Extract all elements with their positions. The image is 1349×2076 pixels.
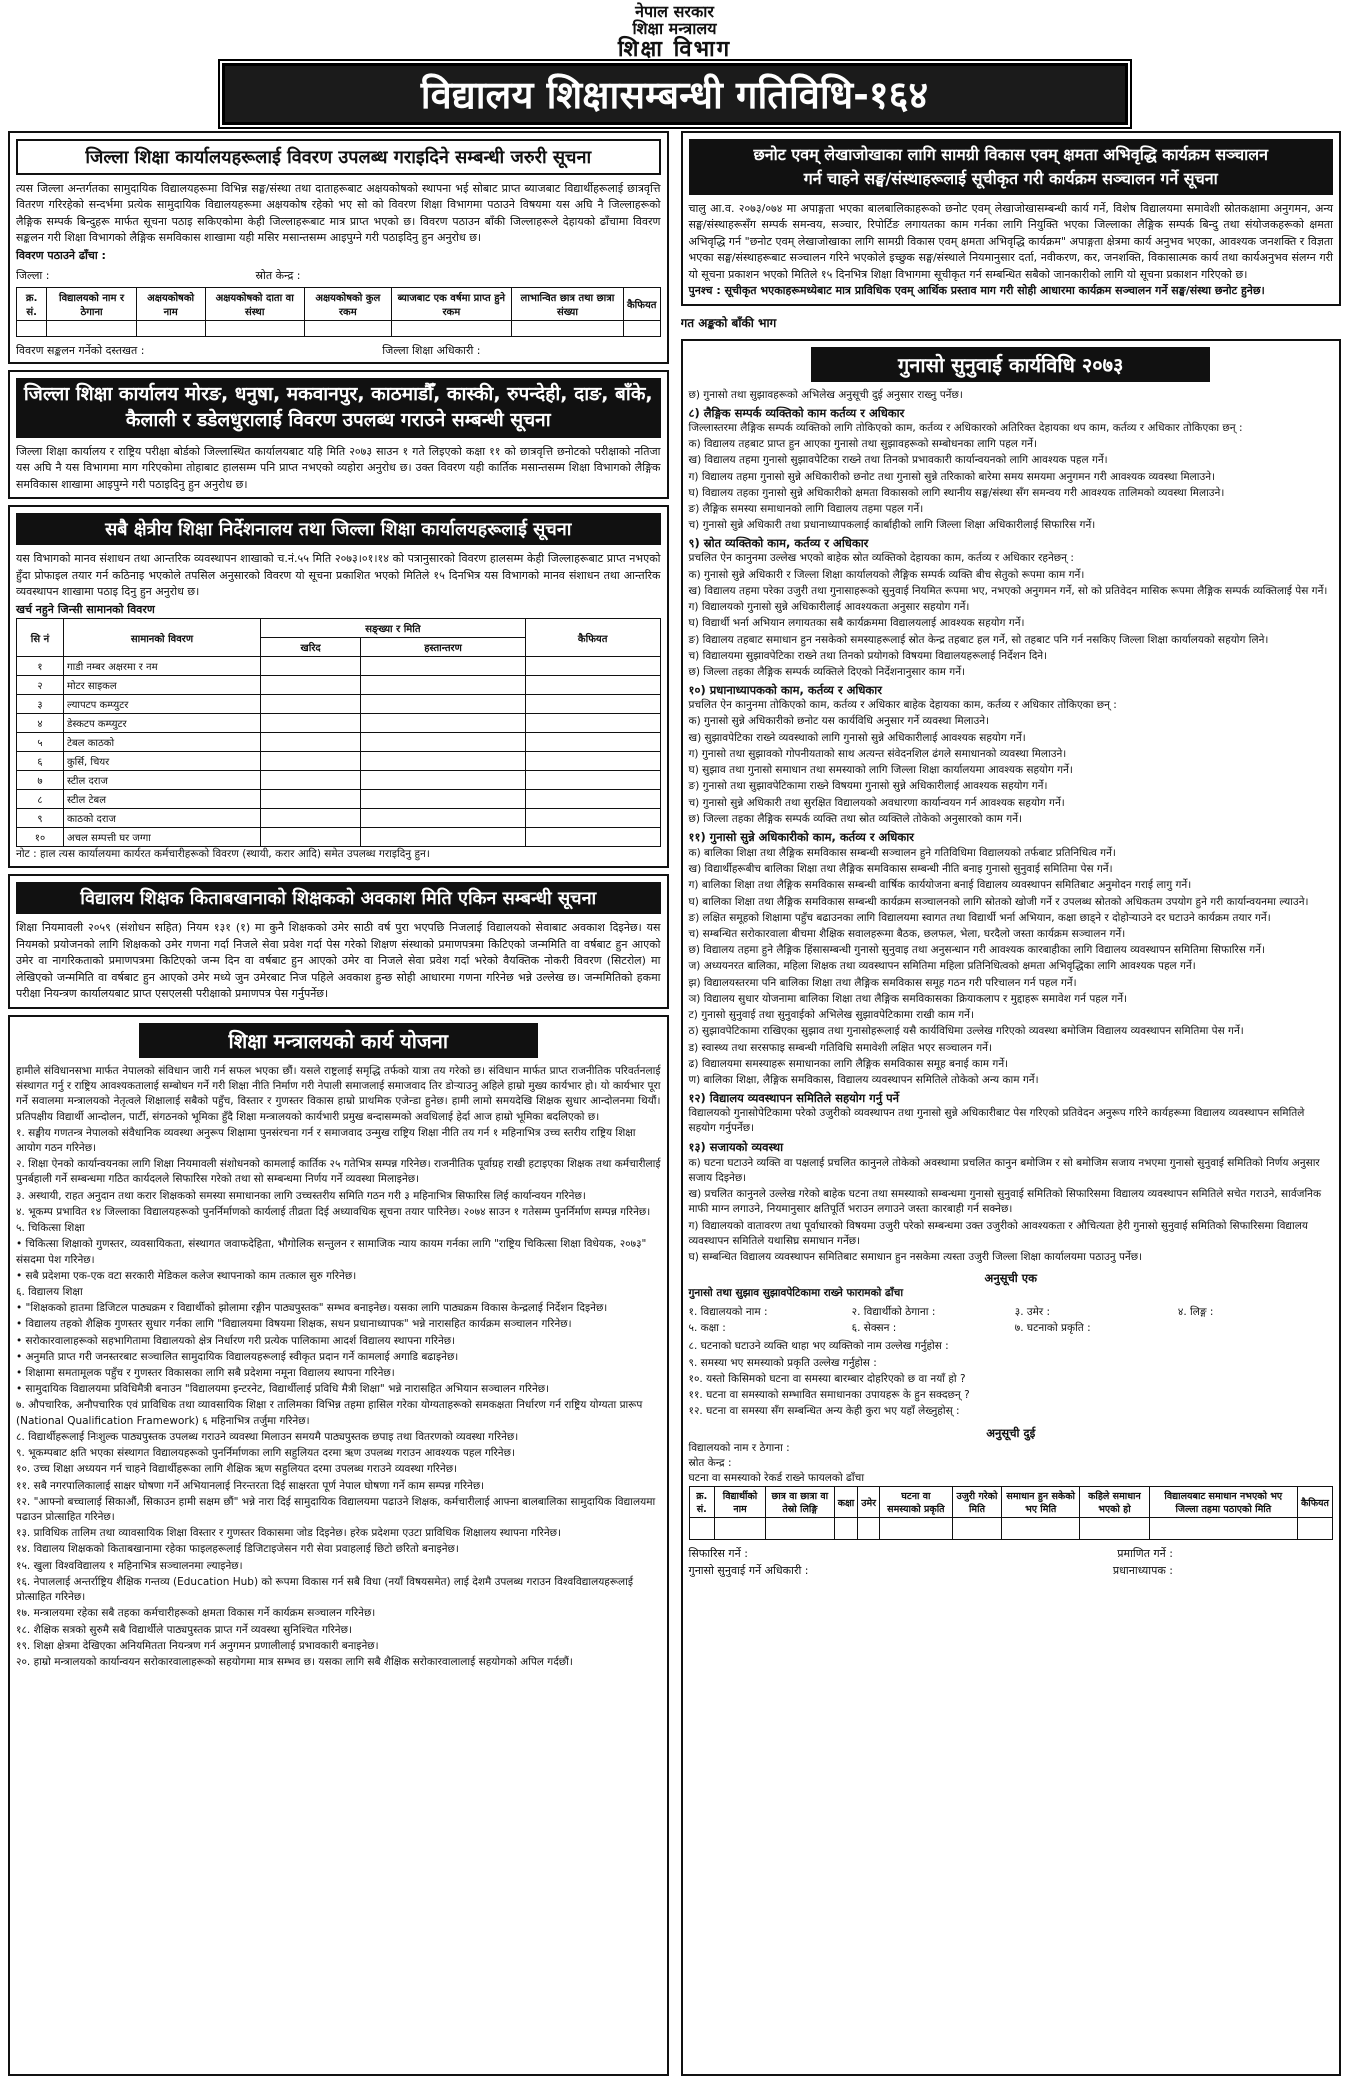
annex-1-field: १. विद्यालयको नाम :	[688, 1306, 768, 1319]
list-item: ११. सबै नगरपालिकालाई साक्षर घोषणा गर्ने अभियानलाई निरन्तरता दिई साक्षरता पूर्ण नेपाल घोषणा गर्ने काम सम्पन्न गरिनेछ।	[16, 1479, 485, 1492]
list-item: च) सम्बन्धित सरोकारवाला बीचमा शैक्षिक सवालहरूमा बैठक, छलफल, भेला, घरदैलो जस्ता कार्यक्रम सञ्चालन गर्ने।	[688, 928, 1126, 941]
inventory-subtitle: खर्च नहुने जिन्सी सामानको विवरण	[16, 602, 155, 616]
left-column	[8, 131, 669, 2076]
list-item: छ) विद्यालय तहमा हुने लैङ्गिक हिंसासम्बन्धी गुनासो सुनुवाइ तथा अनुसन्धान गरी आवश्यक कारबाहीका लागि विद्यालय व्यवस्थापन समितिमा सिफारिस गर्ने।	[688, 944, 1265, 957]
cell-no: ९	[17, 809, 64, 828]
notice-screening-title-line2: गर्न चाहने सङ्घ/संस्थाहरूलाई सूचीकृत गरी कार्यक्रम सञ्चालन गर्ने सूचना	[803, 168, 1218, 188]
annex-1-field: ४. लिङ्ग :	[1177, 1306, 1214, 1319]
recommender-label: सिफारिस गर्ने :	[688, 1547, 748, 1561]
table-row	[17, 790, 661, 809]
list-item: ९. समस्या भए समस्याको प्रकृति उल्लेख गर्नुहोस :	[688, 1356, 877, 1369]
form-title: विवरण पठाउने ढाँचा :	[16, 248, 106, 262]
list-item: ग) विद्यालय तहमा गुनासो सुन्ने अधिकारीको छनोट तथा गुनासो सुन्ने तरिकाको बारेमा समय समयमा अनुगमन गरी आवश्यक व्यवस्था मिलाउने।	[688, 470, 1216, 483]
list-item: क) गुनासो सुन्ने अधिकारीको छनोट यस कार्यविधि अनुसार गर्ने व्यवस्था मिलाउने।	[688, 715, 990, 728]
section-13-list	[689, 1156, 1334, 1266]
grievance-title: गुनासो सुनुवाई कार्यविधि २०७३	[811, 347, 1210, 382]
list-item: ख) विद्यालय तहमा परेका उजुरी तथा गुनासाहरूको सुनुवाई नियमित रूपमा भए, नभएको अनुगमन गर्ने, सो को प्रतिवेदन मासिक रूपमा लैङ्गिक सम्पर्क व्यक्तिलाई पेस गर्ने।	[688, 584, 1328, 597]
col-header: विद्यार्थीको नाम	[715, 1487, 766, 1518]
notice-retirement-body: शिक्षा नियमावली २०५९ (संशोधन सहित) नियम १३१ (१) मा कुनै शिक्षकको उमेर साठी वर्ष पुरा भएपछि निजलाई विद्यालयको सेवाबाट अवकाश दिइनेछ। यस नियमको प्रयोजनको लागि शिक्षकको उमेर गणना गर्दा निजले सेवा प्रवेश गर्दा पेस गरेको शिक्षण संस्थाको प्रमाणपत्रमा किटिएको जन्ममिति वा वर्षबाट हुन आएको उमेर वा नागरिकताको प्रमाणपत्रमा किटिएको जन्म दिन वा वर्षबाट हुन आएको उमेर वा निजले सेवा प्रवेश गर्दा भरेको वैयक्तिक नोकरी विवरण (सिटरोल) मा लेखिएको जन्ममिति वा वर्षबाट हुन आएको उमेर मध्ये जुन उमेरबाट निज पहिले अवकाश हुन्छ सोही आधारमा गणना गरिनेछ भन्ने उल्लेख छ। जन्ममितिको हकमा परीक्षा नियन्त्रण कार्यालयबाट प्राप्त एसएलसी परीक्षाको प्रमाणपत्र पेस गर्नुपर्नेछ।	[16, 921, 661, 1001]
grievance-intro: छ) गुनासो तथा सुझावहरूको अभिलेख अनुसूची दुई अनुसार राख्नु पर्नेछ।	[688, 388, 963, 401]
col-header: अक्षयकोषको दाता वा संस्था	[205, 288, 304, 321]
resource-center-label: स्रोत केन्द्र :	[255, 269, 301, 283]
cell-item: मोटर साइकल	[64, 676, 261, 695]
masthead-line-government: नेपाल सरकार	[635, 2, 714, 21]
masthead-line-ministry: शिक्षा मन्त्रालय	[632, 18, 717, 38]
list-item: ङ) लैङ्गिक समस्या समाधानको लागि विद्यालय तहमा पहल गर्ने।	[688, 503, 924, 515]
list-item: ग) विद्यालयको गुनासो सुन्ने अधिकारीलाई आवश्यकता अनुसार सहयोग गर्ने।	[688, 601, 970, 614]
list-item: ८. विद्यार्थीहरूलाई निःशुल्क पाठ्यपुस्तक उपलब्ध गराउने व्यवस्था मिलाउन समयमै पाठ्यपुस्तक छपाइ तथा वितरणको व्यवस्था गरिनेछ।	[16, 1430, 519, 1443]
list-item: १०. यस्तो किसिमको घटना वा समस्या बारम्बार दोहरिएको छ वा नयाँ हो ?	[688, 1372, 966, 1385]
list-item: १५. खुला विश्वविद्यालय १ महिनाभित्र सञ्चालनमा ल्याइनेछ।	[16, 1559, 243, 1572]
annex-1-title: अनुसूची एक	[984, 1271, 1037, 1286]
form-district-row	[16, 268, 661, 283]
notice-screening-title-line1: छनोट एवम् लेखाजोखाका लागि सामग्री विकास एवम् क्षमता अभिवृद्धि कार्यक्रम सञ्चालन	[753, 144, 1268, 164]
table-row	[17, 714, 661, 733]
annex-1-field: २. विद्यार्थीको ठेगाना :	[851, 1306, 936, 1319]
notice-inventory	[8, 505, 669, 868]
list-item: घ) बालिका शिक्षा तथा लैङ्गिक समविकास सम्बन्धी कार्यक्रम सञ्चालनको लागि स्रोतको खोजी गर्ने र उपलब्ध स्रोतको अधिकतम उपयोग हुने गरी कार्यान्वयनमा ल्याउने।	[688, 895, 1309, 908]
section-10-heading: १०) प्रधानाध्यापकको काम, कर्तव्य र अधिकार	[688, 683, 882, 698]
table-row	[689, 1518, 1333, 1540]
notice-screening-program	[681, 131, 1342, 306]
list-item: ङ) विद्यालय तहबाट समाधान हुन नसकेको समस्याहरूलाई स्रोत केन्द्र तहबाट हल गर्ने, सो तहबाट पनि गर्न नसकिए जिल्ला शिक्षा कार्यालयको सहयोग लिने।	[688, 633, 1269, 646]
cell-no: ५	[17, 733, 64, 752]
list-item: ख) प्रचलित कानुनले उल्लेख गरेको बाहेक घटना तथा समस्याको सम्बन्धमा गुनासो सुनुवाई समितिको सिफारिसमा विद्यालय व्यवस्थापन समितिले सचेत गराउने, सार्वजनिक माफी माग्न लगाउने, नियमानुसार क्षतिपूर्ति भराउन लगाउने जस्ता कारबाही गर्न सक्नेछ।	[688, 1188, 1322, 1216]
annex-2-resource-label: स्रोत केन्द्र :	[688, 1456, 732, 1469]
certifier-label: प्रमाणित गर्ने :	[1117, 1547, 1173, 1561]
list-item: ११. घटना वा समस्याको सम्भावित समाधानका उपायहरू के हुन सक्दछन् ?	[688, 1389, 970, 1402]
col-header: लाभान्वित छात्र तथा छात्रा संख्या	[511, 288, 623, 321]
headteacher-label: प्रधानाध्यापक :	[1112, 1564, 1173, 1578]
inventory-table	[16, 618, 661, 847]
cell-item: डेस्कटप कम्प्युटर	[64, 714, 261, 733]
masthead-line-department: शिक्षा विभाग	[617, 36, 732, 62]
continued-label: गत अङ्कको बाँकी भाग	[680, 315, 777, 330]
section-11-list	[689, 846, 1334, 1088]
endowment-table	[16, 287, 661, 337]
notice-retirement	[8, 874, 669, 1009]
annex-2-officer-row	[689, 1563, 1334, 1578]
col-header: कैफियत	[623, 288, 660, 321]
col-header: उजुरी गरेको मिति	[952, 1487, 1002, 1518]
list-item: २०. हाम्रो मन्त्रालयको कार्यान्वयन सरोकारवालाहरूको सहयोगमा मात्र सम्भव छ। यसका लागि सबै शैक्षिक सरोकारवालालाई सहयोगको अपिल गर्दछौं।	[16, 1655, 573, 1668]
list-item: • सामुदायिक विद्यालयमा प्रविधिमैत्री बनाउन "विद्यालयमा इन्टरनेट, विद्यार्थीलाई प्रविधि मैत्री शिक्षा" भन्ने नारासहित अभियान सञ्चालन गरिनेछ।	[16, 1383, 550, 1396]
list-item: छ) जिल्ला तहका लैङ्गिक सम्पर्क व्यक्तिले दिएको निर्देशनानुसार काम गर्ने।	[688, 665, 965, 678]
collector-signature-label: विवरण सङ्कलन गर्नेको दस्तखत :	[16, 344, 145, 358]
signature-row	[16, 343, 661, 358]
cell-item: कुर्सि, चियर	[64, 752, 261, 771]
table-row	[17, 809, 661, 828]
district-label: जिल्ला :	[16, 269, 50, 283]
district-officer-label: जिल्ला शिक्षा अधिकारी :	[382, 344, 481, 358]
section-9-intro: प्रचलित ऐन कानुनमा उल्लेख भएको बाहेक स्रोत व्यक्तिको देहायका काम, कर्तव्य र अधिकार रहनेछन् :	[688, 552, 1074, 565]
inventory-note: नोट : हाल त्यस कार्यालयमा कार्यरत कर्मचारीहरूको विवरण (स्थायी, करार आदि) समेत उपलब्ध गराइदिनु हुन।	[16, 848, 430, 861]
annex-1-list	[689, 1339, 1334, 1419]
col-header: विद्यालयबाट समाधान नभएको भए जिल्ला तहमा पठाएको मिति	[1149, 1487, 1297, 1518]
col-header: ब्याजबाट एक वर्षमा प्राप्त हुने रकम	[391, 288, 511, 321]
notice-screening-body: चालु आ.व. २०७३/०७४ मा अपाङ्गता भएका बालबालिकाहरूको छनोट एवम् लेखाजोखासम्बन्धी कार्य गर्ने, विशेष विद्यालयमा समावेशी स्रोतकक्षामा अनुगमन, अन्य सङ्घ/संस्थाहरूसँग सम्पर्क समन्वय, सञ्चार, रिपोर्टिङ लगायतका काम गर्नका लागि नियुक्ति भएका जिल्लाका लैङ्गिक सम्पर्क बिन्दु तथा संयोजकहरूको क्षमता अभिवृद्धि गर्न "छनोट एवम् लेखाजोखाका लागि सामग्री विकास एवम् क्षमता अभिवृद्धि कार्यक्रम" अपाङ्गता क्षेत्रमा कार्य अनुभव भएका, आवश्यक जनशक्ति र विज्ञता भएका सङ्घ/संस्थाहरूबाट सञ्चालन गरिने भएकोले इच्छुक सङ्घ/संस्थाले नियमानुसार दर्ता, नवीकरण, कर, जनशक्ति, विकासात्मक कार्य तथा कार्यअनुभव संलग्न गरी यो सूचना प्रकाशन भएको मितिले १५ दिनभित्र शिक्षा विभागमा सूचीकृत गर्न सम्बन्धित सबैको जानकारीको लागि यो सूचना प्रकाशन गरिएको छ।	[688, 201, 1333, 281]
annex-2-signature-row	[689, 1546, 1334, 1561]
list-item: ४. भूकम्प प्रभावित १४ जिल्लाका विद्यालयहरूको पुनर्निर्माणको कार्यलाई तीव्रता दिई अध्यावधिक सूचना तयार पारिनेछ। २०७४ साउन १ गतेसम्म पुनर्निर्माण सम्पन्न गरिनेछ।	[16, 1205, 651, 1218]
list-item: ख) विद्यार्थीहरूबीच बालिका शिक्षा तथा लैङ्गिक समविकास सम्बन्धी नीति बनाइ गुनासो सुनुवाई समितिमा पेस गर्ने।	[688, 863, 1113, 876]
list-item: • शिक्षामा समतामूलक पहुँच र गुणस्तर विकासका लागि सबै प्रदेशमा नमूना विद्यालय स्थापना गरिनेछ।	[16, 1367, 395, 1380]
action-plan-list	[16, 1126, 661, 1670]
col-header: कैफियत	[1297, 1487, 1332, 1518]
section-8-heading: ८) लैङ्गिक सम्पर्क व्यक्तिको काम कर्तव्य र अधिकार	[688, 405, 905, 420]
list-item: १७. मन्त्रालयमा रहेका सबै तहका कर्मचारीहरूको क्षमता विकास गर्ने कार्यक्रम सञ्चालन गरिनेछ।	[16, 1607, 376, 1620]
annex-2-table	[689, 1486, 1334, 1540]
annex-2-school-label: विद्यालयको नाम र ठेगाना :	[688, 1441, 790, 1454]
columns	[8, 131, 1341, 2076]
annex-2-title: अनुसूची दुई	[986, 1425, 1036, 1440]
table-row	[17, 321, 661, 337]
list-item: ङ) गुनासो तथा सुझावपेटिकामा राख्ने विषयमा गुनासो सुन्ने अधिकारीलाई आवश्यक सहयोग गर्ने।	[688, 780, 1048, 793]
notice-scholarship-results	[8, 370, 669, 499]
annex-1-fields	[689, 1305, 1334, 1335]
list-item: च) विद्यालयमा सुझावपेटिका राख्ने तथा तिनको प्रयोगको विषयमा विद्यालयहरूलाई निर्देशन दिने।	[688, 649, 1048, 662]
col-subheader: खरिद	[261, 638, 361, 657]
list-item: १४. विद्यालय शिक्षकको किताबखानामा रहेका फाइलहरूलाई डिजिटाइजेसन गरी सेवा प्रवाहलाई छिटो छरितो बनाइनेछ।	[16, 1543, 459, 1556]
section-13-heading: १३) सजायको व्यवस्था	[688, 1139, 784, 1154]
list-item: १. सङ्घीय गणतन्त्र नेपालको संवैधानिक व्यवस्था अनुरूप शिक्षामा पुनसंरचना गर्न र समाजवाद उन्मुख राष्ट्रिय शिक्षा नीति तय गर्न १ महिनाभित्र उच्च स्तरीय राष्ट्रिय शिक्षा आयोग गठन गरिनेछ।	[16, 1126, 636, 1154]
list-item: छ) जिल्ला तहका लैङ्गिक सम्पर्क व्यक्ति तथा स्रोत व्यक्तिले तोकेको अनुसारको काम गर्ने।	[688, 812, 1023, 825]
list-item: ग) गुनासो तथा सुझावको गोपनीयताको साथ अत्यन्त संवेदनशिल ढंगले समाधानको व्यवस्था मिलाउने।	[688, 747, 1067, 760]
col-header: घटना वा समस्याको प्रकृति	[880, 1487, 953, 1518]
section-10-intro: प्रचलित ऐन कानुनमा तोकिएको काम, कर्तव्य र अधिकार बाहेक देहायका काम, कर्तव्य र अधिकार तोकिएका छन् :	[688, 699, 1117, 712]
list-item: ६. विद्यालय शिक्षा	[16, 1285, 83, 1298]
list-item: ढ) विद्यालयमा समस्याहरू समाधानका लागि लैङ्गिक समविकास समूह बनाई काम गर्ने।	[688, 1057, 1009, 1070]
col-header: कक्षा	[834, 1487, 858, 1518]
list-item: ण) बालिका शिक्षा, लैङ्गिक समविकास, विद्यालय व्यवस्थापन समितिले तोकेको अन्य काम गर्ने।	[688, 1074, 1039, 1086]
list-item: क) बालिका शिक्षा तथा लैङ्गिक समविकास सम्बन्धी सञ्चालन हुने गतिविधिमा विद्यालयको तर्फबाट प्रतिनिधित्व गर्ने।	[688, 846, 1116, 859]
list-item: ग) विद्यालयको वातावरण तथा पूर्वाधारको विषयमा उजुरी परेको सम्बन्धमा उक्त उजुरीको आवश्यकता र औचित्यता हेरी गुनासो सुनुवाई समितिको सिफारिसमा विद्यालय व्यवस्थापन समितिले यथासिघ्र समाधान गर्नेछ।	[688, 1219, 1308, 1247]
annex-2-table-header	[689, 1487, 1333, 1518]
col-header: उमेर	[858, 1487, 880, 1518]
list-item: ञ) विद्यालय सुधार योजनामा बालिका शिक्षा तथा लैङ्गिक समविकासका क्रियाकलाप र मुद्दाहरू समावेश गर्न पहल गर्ने।	[688, 992, 1128, 1005]
col-header: विद्यालयको नाम र ठेगाना	[47, 288, 137, 321]
action-plan-intro: हामीले संविधानसभा मार्फत नेपालको संविधान जारी गर्न सफल भएका छौं। यसले राष्ट्रलाई समृद्धि तर्फको यात्रा तय गरेको छ। संविधान मार्फत प्राप्त राजनीतिक परिवर्तनलाई संस्थागत गर्नु र राष्ट्रिय आवश्यकतालाई सम्बोधन गर्ने गरी शिक्षा नीति निर्माण गरी नेपाली समाजलाई समाजवाद तिर डोऱ्याउनु अहिले हाम्रो मुख्य कार्यभार हो। यो कार्यभार पूरा गर्ने सवालमा मन्त्रालयको नेतृत्वले शिक्षालाई सबैको पहुँच, विस्तार र गुणस्तर विकास हाम्रो प्राथमिक एजेन्डा हुनेछ। हामी लामो समयदेखि शिक्षक सुधार आन्दोलनमा थियौं। प्रतिपक्षीय विद्यार्थी आन्दोलन, पार्टी, संगठनको भूमिका हुँदै शिक्षा मन्त्रालयको कार्यभारी प्रमुख बन्दासम्मको अवधिलाई हेर्दा आज हाम्रो भूमिका बदलिएको छ।	[16, 1064, 661, 1123]
col-header: सि नं	[17, 619, 64, 657]
section-12-body: विद्यालयको गुनासोपेटिकामा परेको उजुरीको व्यवस्थापन तथा गुनासो सुन्ने अधिकारीबाट पेस गरिएको प्रतिवेदन अनुरूप गरिने कार्यहरूमा विद्यालय व्यवस्थापन समितिले सहयोग गर्नुपर्नेछ।	[688, 1107, 1305, 1135]
list-item: १२. "आफ्नो बच्चालाई सिकाऔं, सिकाउन हामी सक्षम छौं" भन्ने नारा दिई सामुदायिक विद्यालयमा पढाउने शिक्षक, कर्मचारीलाई आफ्ना बालबालिका सामुदायिक विद्यालयमा पढाउन प्रोत्साहित गरिनेछ।	[16, 1495, 656, 1523]
list-item: १९. शिक्षा क्षेत्रमा देखिएका अनियमितता नियन्त्रण गर्न अनुगमन प्रणालीलाई प्रभावकारी बनाइनेछ।	[16, 1639, 379, 1652]
section-8-intro: जिल्लास्तरमा लैङ्गिक सम्पर्क व्यक्तिको लागि तोकिएको काम, कर्तव्य र अधिकारको अतिरिक्त देहायका थप काम, कर्तव्य र अधिकार तोकिएका छन् :	[688, 421, 1243, 434]
notice-action-plan	[8, 1015, 669, 2076]
table-row	[17, 695, 661, 714]
list-item: क) गुनासो सुन्ने अधिकारी र जिल्ला शिक्षा कार्यालयको लैङ्गिक सम्पर्क व्यक्ति बीच सेतुको रूपमा काम गर्ने।	[688, 568, 1085, 581]
col-header: छात्र वा छात्रा वा तेस्रो लिङ्गि	[766, 1487, 835, 1518]
page-title: विद्यालय शिक्षासम्बन्धी गतिविधि-१६४	[222, 63, 1128, 125]
inventory-table-header	[17, 619, 661, 638]
table-row	[17, 733, 661, 752]
list-item: • विद्यालय तहको शैक्षिक गुणस्तर सुधार गर्नका लागि "विद्यालयमा विषयमा शिक्षक, सधन प्रधानाध्यापक" भन्ने नारासहित कार्यक्रम सञ्चालन गरिनेछ।	[16, 1318, 572, 1331]
list-item: १०. उच्च शिक्षा अध्ययन गर्न चाहने विद्यार्थीहरूका लागि शैक्षिक ऋण सहुलियत दरमा उपलब्ध गराउने व्यवस्था गरिनेछ।	[16, 1463, 458, 1476]
cell-no: ८	[17, 790, 64, 809]
list-item: ज) अध्ययनरत बालिका, महिला शिक्षक तथा व्यवस्थापन समितिमा महिला प्रतिनिधित्वको क्षमता अभिवृद्धिका लागि आवश्यक पहल गर्ने।	[688, 960, 1196, 973]
col-header: अक्षयकोषको कुल रकम	[304, 288, 391, 321]
grievance-officer-label: गुनासो सुनुवाई गर्ने अधिकारी :	[688, 1564, 809, 1578]
masthead	[8, 4, 1341, 61]
list-item: ७. औपचारिक, अनौपचारिक एवं प्राविधिक तथा व्यावसायिक शिक्षा र तालिमका विभिन्न तहमा हासिल गरेका योग्यताहरूको समकक्षता निर्धारण गर्न राष्ट्रिय योग्यता प्रारूप (National Qualification Framework) ६ महिनाभित्र तर्जुमा गरिनेछ।	[16, 1399, 643, 1427]
notice-screening-title	[689, 139, 1334, 195]
notice-scholarship-title: जिल्ला शिक्षा कार्यालय मोरङ, धनुषा, मकवानपुर, काठमाडौँ, कास्की, रुपन्देही, दाङ, बाँके, कैलाली र डडेलधुरालाई विवरण उपलब्ध गराउने सम्बन्धी सूचना	[16, 378, 661, 437]
cell-no: ४	[17, 714, 64, 733]
notice-endowment-title: जिल्ला शिक्षा कार्यालयहरूलाई विवरण उपलब्ध गराइदिने सम्बन्धी जरुरी सूचना	[16, 139, 661, 175]
list-item: ट) गुनासो सुनुवाई तथा सुनुवाईको अभिलेख सुझावपेटिकामा राखी काम गर्ने।	[688, 1009, 974, 1022]
section-12-heading: १२) विद्यालय व्यवस्थापन समितिले सहयोग गर्नु पर्ने	[688, 1091, 900, 1106]
cell-no: १	[17, 657, 64, 676]
col-header: सङ्ख्या र मिति	[261, 619, 526, 638]
list-item: ख) सुझावपेटिका राख्ने व्यवस्थाको लागि गुनासो सुन्ने अधिकारीलाई आवश्यक सहयोग गर्ने।	[688, 731, 1026, 744]
col-header: क्र. सं.	[17, 288, 47, 321]
list-item: १६. नेपाललाई अन्तर्राष्ट्रिय शैक्षिक गन्तव्य (Education Hub) को रूपमा विकास गर्न सबै विधा (नयाँ विषयसमेत) लाई देशमै उपलब्ध गराउन विश्वविद्यालयहरूलाई प्रोत्साहित गरिनेछ।	[16, 1575, 634, 1604]
list-item: ग) बालिका शिक्षा तथा लैङ्गिक समविकास सम्बन्धी वार्षिक कार्ययोजना बनाई विद्यालय व्यवस्थापन समितिबाट अनुमोदन गराई लागु गर्ने।	[688, 879, 1192, 892]
cell-no: ७	[17, 771, 64, 790]
list-item: घ) विद्यालय तहका गुनासो सुन्ने अधिकारीको क्षमता विकासको लागि स्थानीय सङ्घ/संस्था सँग समन्वय गरी आवश्यक तालिमको व्यवस्था मिलाउने।	[688, 486, 1225, 499]
list-item: ठ) सुझावपेटिकामा राखिएका सुझाव तथा गुनासोहरूलाई यसै कार्यविधिमा उल्लेख गरिएको व्यवस्था बमोजिम विद्यालय व्यवस्थापन समितिमा पेस गर्ने।	[688, 1025, 1244, 1038]
right-column	[681, 131, 1342, 2076]
annex-2-subtitle: घटना वा समस्याको रेकर्ड राख्ने फायलको ढाँचा	[688, 1471, 865, 1484]
list-item: ८. घटनाको घटाउने व्यक्ति थाहा भए व्यक्तिको नाम उल्लेख गर्नुहोस :	[688, 1340, 949, 1353]
list-item: १३. प्राविधिक तालिम तथा व्यावसायिक शिक्षा विस्तार र गुणस्तर विकासमा जोड दिइनेछ। हरेक प्रदेशमा एउटा प्राविधिक शिक्षालय स्थापना गरिनेछ।	[16, 1527, 561, 1540]
annex-1-field: ७. घटनाको प्रकृति :	[1014, 1322, 1091, 1335]
list-item: घ) सम्बन्धित विद्यालय व्यवस्थापन समितिबाट समाधान हुन नसकेमा त्यस्ता उजुरी जिल्ला शिक्षा कार्यालयमा पठाउनु पर्नेछ।	[688, 1250, 1143, 1263]
col-header: अक्षयकोषको नाम	[136, 288, 205, 321]
table-row	[17, 752, 661, 771]
list-item: ९. भूकम्पबाट क्षति भएका संस्थागत विद्यालयहरूको पुनर्निर्माणका लागि सहुलियत दरमा ऋण उपलब्ध गराउन आवश्यक पहल गरिनेछ।	[16, 1447, 515, 1460]
list-item: ङ) लक्षित समूहको शिक्षामा पहुँच बढाउनका लागि विद्यालयमा स्वागत तथा विद्यार्थी भर्ना अभियान, कक्षा छाड्ने र दोहोऱ्याउने दर घटाउने कार्यक्रम तयार गर्ने।	[688, 911, 1271, 924]
section-11-heading: ११) गुनासो सुन्ने अधिकारीको काम, कर्तव्य र अधिकार	[688, 829, 914, 844]
list-item: च) गुनासो सुन्ने अधिकारी तथा प्रधानाध्यापकलाई कार्बाहीको लागि जिल्ला शिक्षा अधिकारीलाई सिफारिस गर्ने।	[688, 519, 1096, 532]
cell-no: २	[17, 676, 64, 695]
annex-1-subtitle: गुनासो तथा सुझाव सुझावपेटिकामा राख्ने फारामको ढाँचा	[688, 1287, 904, 1300]
notice-action-plan-title: शिक्षा मन्त्रालयको कार्य योजना	[139, 1023, 538, 1058]
notice-scholarship-body: जिल्ला शिक्षा कार्यालय र राष्ट्रिय परीक्षा बोर्डको जिल्लास्थित कार्यालयबाट यहि मिति २०७३ साउन १ गते लिइएको कक्षा ११ को छात्रवृत्ति छनोटको परीक्षाको नतिजा यस अघि नै यस विभागमा माग गरिएकोमा तोहाबाट हालसम्म पनि प्राप्त नभएको व्यहोरा अनुरोध छ। उक्त विवरण यही कार्तिक मसान्तसम्म शिक्षा विभागको लैङ्गिक समविकास शाखामा आइपुग्ने गरी पठाइदिनु हुन अनुरोध छ।	[16, 444, 661, 491]
list-item: • सबै प्रदेशमा एक-एक वटा सरकारी मेडिकल कलेज स्थापनाको काम तत्काल सुरु गरिनेछ।	[16, 1269, 357, 1282]
list-item: १८. शैक्षिक सत्रको सुरुमै सबै विद्यार्थीले पाठ्यपुस्तक प्राप्त गर्ने व्यवस्था सुनिश्चित गरिनेछ।	[16, 1623, 352, 1636]
col-subheader: हस्तान्तरण	[361, 638, 526, 657]
list-item: ख) विद्यालय तहमा गुनासो सुझावपेटिका राख्ने तथा तिनको प्रभावकारी कार्यान्वयनको लागि आवश्यक पहल गर्ने।	[688, 454, 1108, 467]
notice-inventory-body: यस विभागको मानव संशाधन तथा आन्तरिक व्यवस्थापन शाखाको च.नं.५५ मिति २०७३।०१।१४ को पत्रानुसारको विवरण हालसम्म केही जिल्लाहरूबाट प्राप्त नभएको हुँदा प्रोफाइल तयार गर्न कठिनाइ भएकोले तपसिल अनुसारको विवरण यो सूचना प्रकाशित भएको मितिले १५ दिनभित्र यस विभागको मानव संशाधन तथा आन्तरिक व्यवस्थापन शाखामा पठाइ दिनु हुन अनुरोध छ।	[16, 552, 661, 599]
annex-1-field: ५. कक्षा :	[688, 1322, 726, 1335]
notice-endowment-body: त्यस जिल्ला अन्तर्गतका सामुदायिक विद्यालयहरूमा विभिन्न सङ्घ/संस्था तथा दाताहरूबाट अक्षयकोषको स्थापना भई सोबाट प्राप्त ब्याजबाट विद्यार्थीहरूलाई छात्रवृत्ति वितरण गरिरहेको सन्दर्भमा प्रत्येक सामुदायिक विद्यालयहरूमा अक्षयकोष रहेको भए सो को विवरण शिक्षा विभागमा पठाउने विषयमा यस अघि नै जिल्लाहरूको लैङ्गिक सम्पर्क बिन्दुहरू मार्फत सूचना पठाइ सकिएकोमा केही जिल्लाहरूबाट मात्र प्राप्त भएको छ। विवरण पठाउन बाँकी जिल्लाहरूले देहायको ढाँचामा विवरण सङ्कलन गरी शिक्षा विभागको लैङ्गिक समविकास शाखामा यही मसिर मसान्तसम्म आइपुग्ने गरी पठाइदिनु हुन अनुरोध छ।	[16, 181, 661, 245]
annex-1-field: ६. सेक्सन :	[851, 1322, 897, 1335]
list-item: क) विद्यालय तहबाट प्राप्त हुन आएका गुनासो तथा सुझावहरूको सम्बोधनका लागि पहल गर्ने।	[688, 438, 1037, 451]
section-8-list	[689, 437, 1334, 533]
section-9-heading: ९) स्रोत व्यक्तिको काम, कर्तव्य र अधिकार	[688, 536, 869, 551]
notice-screening-postscript: पुनश्च : सूचीकृत भएकाहरूमध्येबाट मात्र प्राविधिक एवम् आर्थिक प्रस्ताव माग गरी सोही आधारमा कार्यक्रम सञ्चालन गर्ने सङ्घ/संस्था छनोट हुनेछ।	[688, 284, 1265, 298]
notice-inventory-title: सबै क्षेत्रीय शिक्षा निर्देशनालय तथा जिल्ला शिक्षा कार्यालयहरूलाई सूचना	[16, 513, 661, 545]
cell-no: ३	[17, 695, 64, 714]
list-item: घ) सुझाव तथा गुनासो समाधान तथा समस्याको लागि जिल्ला शिक्षा कार्यालयमा आवश्यक सहयोग गर्ने।	[688, 764, 1073, 777]
notice-retirement-title: विद्यालय शिक्षक किताबखानाको शिक्षकको अवकाश मिति एकिन सम्बन्धी सूचना	[16, 882, 661, 914]
col-header: समाधान हुन सकेको भए मिति	[1002, 1487, 1080, 1518]
notice-endowment	[8, 131, 669, 365]
list-item: क) घटना घटाउने व्यक्ति वा पक्षलाई प्रचलित कानुनले तोकेको अवस्थामा प्रचलित कानुन बमोजिम र सो बमोजिम सजाय नभएमा गुनासो सुनुवाई समितिको निर्णय अनुसार सजाय दिइनेछ।	[688, 1156, 1320, 1184]
list-item: ड) स्वास्थ्य तथा सरसफाइ सम्बन्धी गतिविधि समावेशी लक्षित भएर सञ्चालन गर्ने।	[688, 1041, 992, 1054]
list-item: • "शिक्षकको हातमा डिजिटल पाठ्यक्रम र विद्यार्थीको झोलामा रङ्गीन पाठ्यपुस्तक" सम्भव बनाइनेछ। यसका लागि पाठ्यक्रम विकास केन्द्रलाई निर्देशन दिइनेछ।	[16, 1302, 608, 1315]
list-item: ३. अस्थायी, राहत अनुदान तथा करार शिक्षकको समस्या समाधानका लागि उच्चस्तरीय समिति गठन गरी ३ महिनाभित्र सिफारिस लिई कार्यान्वयन गरिनेछ।	[16, 1189, 586, 1202]
col-header: सामानको विवरण	[64, 619, 261, 657]
cell-item: स्टील टेबल	[64, 790, 261, 809]
section-9-list	[689, 568, 1334, 681]
list-item: १२. घटना वा समस्या सँग सम्बन्धित अन्य केही कुरा भए यहाँ लेख्नुहोस् :	[688, 1405, 960, 1418]
col-header: क्र. सं.	[689, 1487, 715, 1518]
list-item: झ) विद्यालयस्तरमा पनि बालिका शिक्षा तथा लैङ्गिक समविकास समूह गठन गरी परिचालन गर्न पहल गर्ने।	[688, 976, 1077, 989]
cell-item: काठको दराज	[64, 809, 261, 828]
annex-1-field	[1178, 1321, 1333, 1335]
list-item: • अनुमति प्राप्त गरी जनस्तरबाट सञ्चालित सामुदायिक विद्यालयहरूलाई स्वीकृत प्रदान गर्ने कामलाई अगाडि बढाइनेछ।	[16, 1350, 459, 1363]
cell-item: ल्यापटप कम्प्युटर	[64, 695, 261, 714]
list-item: घ) विद्यार्थी भर्ना अभियान लगायतका सबै कार्यक्रममा विद्यालयलाई आवश्यक सहयोग गर्ने।	[688, 617, 1025, 630]
annex-1-field: ३. उमेर :	[1014, 1306, 1051, 1319]
col-header: कहिले समाधान भएको हो	[1080, 1487, 1150, 1518]
table-row	[17, 657, 661, 676]
cell-item: टेबल काठको	[64, 733, 261, 752]
cell-item: स्टील दराज	[64, 771, 261, 790]
table-row	[17, 771, 661, 790]
endowment-table-header	[17, 288, 661, 321]
cell-item: गाडी नम्बर अक्षरमा र नम	[64, 657, 261, 676]
list-item: • चिकित्सा शिक्षाको गुणस्तर, व्यवसायिकता, संस्थागत जवाफदेहिता, भौगोलिक सन्तुलन र सामाजिक न्याय कायम गर्नका लागि "राष्ट्रिय चिकित्सा शिक्षा विधेयक, २०७३" संसदमा पेश गरिनेछ।	[16, 1238, 647, 1266]
list-item: • सरोकारवालाहरूको सहभागितामा विद्यालयको क्षेत्र निर्धारण गरी प्रत्येक पालिकामा आदर्श विद्यालय स्थापना गरिनेछ।	[16, 1334, 456, 1347]
list-item: २. शिक्षा ऐनको कार्यान्वयनका लागि शिक्षा नियमावली संशोधनको कामलाई कार्तिक २५ गतेभित्र सम्पन्न गरिनेछ। राजनीतिक पूर्वाग्रह राखी हटाइएका शिक्षक तथा कर्मचारीलाई पुनर्बहाली गर्ने सम्बन्धमा गठित कार्यदलले सिफारिस गरेको तथा सो सम्बन्धमा निर्णय गर्ने व्यवस्था मिलाइनेछ।	[16, 1158, 661, 1186]
col-header: कैफियत	[525, 619, 660, 657]
table-row	[17, 828, 661, 847]
notice-grievance-procedure	[681, 339, 1342, 2076]
list-item: च) गुनासो सुन्ने अधिकारी तथा सुरक्षित विद्यालयको अवधारणा कार्यान्वयन गर्न आवश्यक सहयोग गर्ने।	[688, 796, 1065, 809]
cell-no: १०	[17, 828, 64, 847]
cell-item: अचल सम्पत्ती घर जग्गा	[64, 828, 261, 847]
cell-no: ६	[17, 752, 64, 771]
section-10-list	[689, 714, 1334, 827]
table-row	[17, 676, 661, 695]
list-item: ५. चिकित्सा शिक्षा	[16, 1222, 85, 1235]
